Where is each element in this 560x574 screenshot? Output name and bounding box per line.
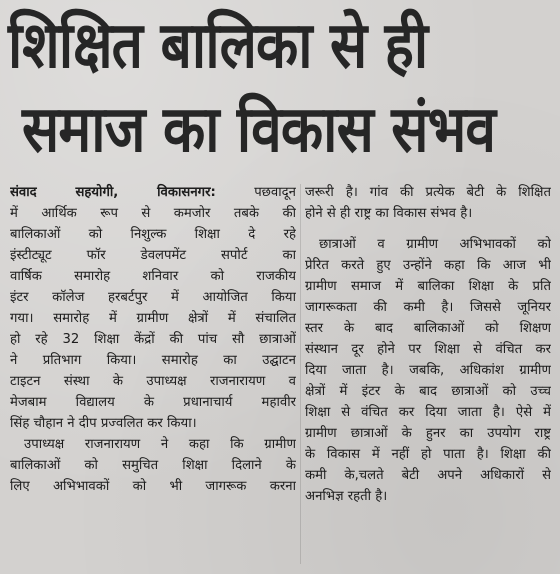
article-line: ने प्रतिभाग किया। समारोह का उद्घाटन <box>10 353 296 368</box>
article-line: संवाद सहयोगी, विकासनगर: पछवादून <box>10 185 296 200</box>
column-divider <box>300 184 301 564</box>
article-line: प्रेरित करते हुए उन्होंने कहा कि आज भी <box>305 258 551 273</box>
article-line: में आर्थिक रूप से कमजोर तबके की <box>10 206 296 221</box>
article-line: क्षेत्रों में इंटर के बाद छात्राओं को उच्च <box>305 384 551 399</box>
article-line: छात्राओं व ग्रामीण अभिभावकों को <box>319 237 551 252</box>
article-line: सिंह चौहान ने दीप प्रज्वलित कर किया। <box>10 416 197 431</box>
article-column-right <box>305 182 551 507</box>
article-line: इंस्टीट्यूट फॉर डेवलपमेंट सपोर्ट का <box>10 248 296 263</box>
article-column-left <box>10 182 296 497</box>
article-line: ग्रामीण छात्राओं के हुनर का उपयोग राष्ट्र <box>305 426 551 441</box>
article-line: शिक्षा से वंचित कर दिया जाता है। ऐसे में <box>305 405 551 420</box>
paragraph-gap <box>305 224 551 234</box>
article-line: कमी के,चलते बेटी अपने अधिकारों से <box>305 468 551 483</box>
article-line: के विकास में नहीं हो पाता है। शिक्षा की <box>305 447 551 462</box>
article-line: लिए अभिभावकों को भी जागरूक करना <box>10 479 296 494</box>
article-line: जरूरी है। गांव की प्रत्येक बेटी के शिक्षित <box>305 185 551 200</box>
article-line: अनभिज्ञ रहती है। <box>305 489 388 504</box>
article-line: उपाध्यक्ष राजनारायण ने कहा कि ग्रामीण <box>24 437 296 452</box>
article-line: गया। समारोह में ग्रामीण क्षेत्रों में संचालित <box>10 311 296 326</box>
headline-line-2: समाज का विकास संभव <box>22 93 496 167</box>
article-line: संस्थान दूर होने पर शिक्षा से वंचित कर <box>305 342 551 357</box>
article-line: होने से ही राष्ट्र का विकास संभव है। <box>305 206 473 221</box>
article-line: जागरूकता की कमी है। जिससे जूनियर <box>305 300 551 315</box>
article-line: बालिकाओं को समुचित शिक्षा दिलाने के <box>10 458 296 473</box>
article-line: मेजबाम विद्यालय के प्रधानाचार्य महावीर <box>10 395 296 410</box>
article-line: वार्षिक समारोह शनिवार को राजकीय <box>10 269 296 284</box>
byline: संवाद सहयोगी, विकासनगर: <box>10 185 216 200</box>
article-line: स्तर के बाद बालिकाओं को शिक्षण <box>305 321 551 336</box>
article-line: हो रहे 32 शिक्षा केंद्रों की पांच सौ छात्राओं <box>10 332 296 347</box>
article-line: दिया जाता है। जबकि, अधिकांश ग्रामीण <box>305 363 551 378</box>
article-line: टाइटन संस्था के उपाध्यक्ष राजनारायण व <box>10 374 296 389</box>
article-line: बालिकाओं को निशुल्क शिक्षा दे रहे <box>10 227 296 242</box>
article-line: ग्रामीण समाज में बालिका शिक्षा के प्रति <box>305 279 551 294</box>
headline-line-1: शिक्षित बालिका से ही <box>8 9 428 83</box>
article-line: इंटर कॉलेज हरबर्टपुर में आयोजित किया <box>10 290 296 305</box>
